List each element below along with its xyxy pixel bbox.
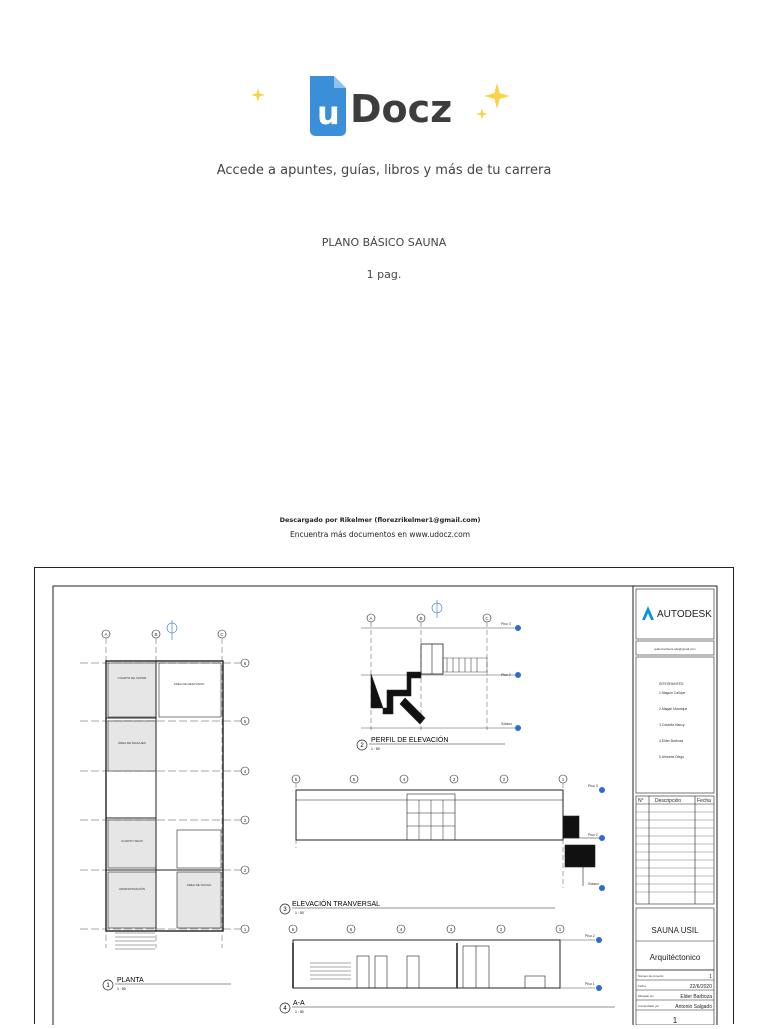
grid-label: C (485, 616, 489, 621)
view-number: 3 (283, 907, 287, 913)
members-heading: INTEGRANTES: (659, 682, 685, 686)
table-header: N° (638, 798, 644, 804)
level-label: Piso 2 (585, 934, 595, 938)
member-name: 4.Elder Barboza (659, 739, 684, 743)
floor-plan (80, 620, 249, 949)
level-marker-icon (515, 625, 521, 631)
grid-label: 2 (499, 927, 503, 932)
view-number: 2 (360, 743, 364, 749)
udocz-logo (306, 72, 466, 140)
autodesk-logo-icon (642, 606, 654, 620)
grid-label: 6 (294, 777, 298, 782)
transversal-elevation (292, 775, 600, 888)
member-name: 1.Maguiri Callupe (659, 691, 686, 695)
grid-label: 5 (352, 777, 356, 782)
grid-label: 5 (243, 719, 247, 724)
level-marker-icon (599, 885, 605, 891)
field-value: 22/6/2020 (689, 984, 712, 990)
company-name: AUTODESK (657, 609, 712, 620)
udocz-logo-u: u (317, 94, 340, 132)
udocz-logo-wordmark: Docz (350, 87, 453, 131)
more-docs-link[interactable]: Encuentra más documentos en www.udocz.com (289, 530, 471, 539)
tagline: Accede a apuntes, guías, libros y más de tu carrera (216, 163, 552, 178)
level-marker-icon (599, 835, 605, 841)
grid-label: 6 (291, 927, 295, 932)
grid-label: 2 (243, 868, 247, 873)
view-scale: 1 : 50 (117, 987, 126, 991)
room-label: ÁREA DE DUCHA (186, 883, 212, 887)
grid-label: 1 (558, 927, 562, 932)
grid-label: A (369, 616, 373, 621)
view-number: 1 (106, 983, 110, 989)
level-marker-icon (596, 937, 602, 943)
sparkle-icon (251, 88, 265, 102)
view-scale: 1 : 50 (295, 911, 304, 915)
grid-label: 3 (243, 818, 247, 823)
level-marker-icon (596, 985, 602, 991)
view-title-profile: PERFIL DE ELEVACIÓN (371, 737, 449, 744)
field-label: Dibujado por (638, 994, 654, 998)
table-header: Descripción (655, 798, 682, 804)
room-label: CUARTO SECO (121, 839, 143, 843)
level-label: Piso 1 (585, 982, 595, 986)
document-title: PLANO BÁSICO SAUNA (321, 236, 447, 249)
member-name: 3.Cotaclla Nancy (659, 723, 685, 727)
grid-label: 6 (243, 661, 247, 666)
grid-label: 4 (243, 769, 247, 774)
field-value: Elder Barboza (680, 994, 712, 1000)
drawing-sheet (34, 567, 734, 1024)
sparkle-icon (476, 108, 488, 120)
level-label: Piso 2 (501, 673, 511, 677)
grid-label: 2 (502, 777, 506, 782)
grid-label: A (104, 632, 108, 637)
room-label: ÁREA DE MASAJES (118, 741, 146, 745)
grid-label: 4 (402, 777, 406, 782)
member-name: 2.Magari Manrique (659, 707, 688, 711)
table-header: Fecha (697, 798, 711, 804)
grid-label: 4 (399, 927, 403, 932)
grid-label: 3 (452, 777, 456, 782)
document-page-count: 1 pag. (366, 268, 402, 281)
grid-label: C (220, 632, 224, 637)
grid-label: B (419, 616, 423, 621)
grid-label: 1 (561, 777, 565, 782)
sheet-number: 1 (672, 1016, 678, 1025)
sheet-name: Arquitéctonico (649, 953, 701, 962)
field-value: 1 (709, 974, 712, 980)
level-label: Piso 3 (588, 784, 598, 788)
level-label: Sótano (501, 722, 513, 726)
grid-label: 1 (243, 927, 247, 932)
view-number: 4 (283, 1006, 287, 1012)
view-title-plan: PLANTA (117, 977, 144, 984)
grid-label: 3 (449, 927, 453, 932)
level-marker-icon (599, 787, 605, 793)
grid-label: B (154, 632, 158, 637)
level-label: Sótano (588, 882, 600, 886)
member-name: 5.Almonte Diego (659, 755, 685, 759)
grid-label: 5 (349, 927, 353, 932)
sparkle-icon (484, 83, 510, 109)
project-name: SAUNA USIL (651, 926, 699, 935)
drawing-canvas (35, 568, 735, 1025)
level-label: Piso 3 (501, 622, 511, 626)
room-label: CUARTO DE VAPOR (117, 676, 147, 680)
view-title-section: A-A (293, 1000, 305, 1007)
profile-elevation (361, 600, 515, 730)
field-label: Comprobado por (638, 1004, 659, 1008)
room-label: ADMINISTRACIÓN (118, 887, 146, 891)
field-value: Antonio Salgado (675, 1004, 712, 1010)
section-aa (289, 925, 595, 988)
field-label: Fecha (638, 984, 646, 988)
view-scale: 1 : 50 (371, 747, 380, 751)
view-title-transversal: ELEVACIÓN TRANVERSAL (292, 901, 381, 908)
room-label: ÁREA DE DESCANSO (173, 682, 205, 686)
field-label: Número de proyecto (638, 974, 664, 978)
view-scale: 1 : 50 (295, 1010, 304, 1014)
level-label: Piso 2 (588, 833, 598, 837)
downloaded-by: Descargado por Rikelmer (florezrikelmer1@gmail.com) (279, 516, 481, 524)
level-marker-icon (515, 672, 521, 678)
level-marker-icon (515, 725, 521, 731)
contact-email: jelder.barboza.abc@gmail.com (654, 647, 696, 651)
